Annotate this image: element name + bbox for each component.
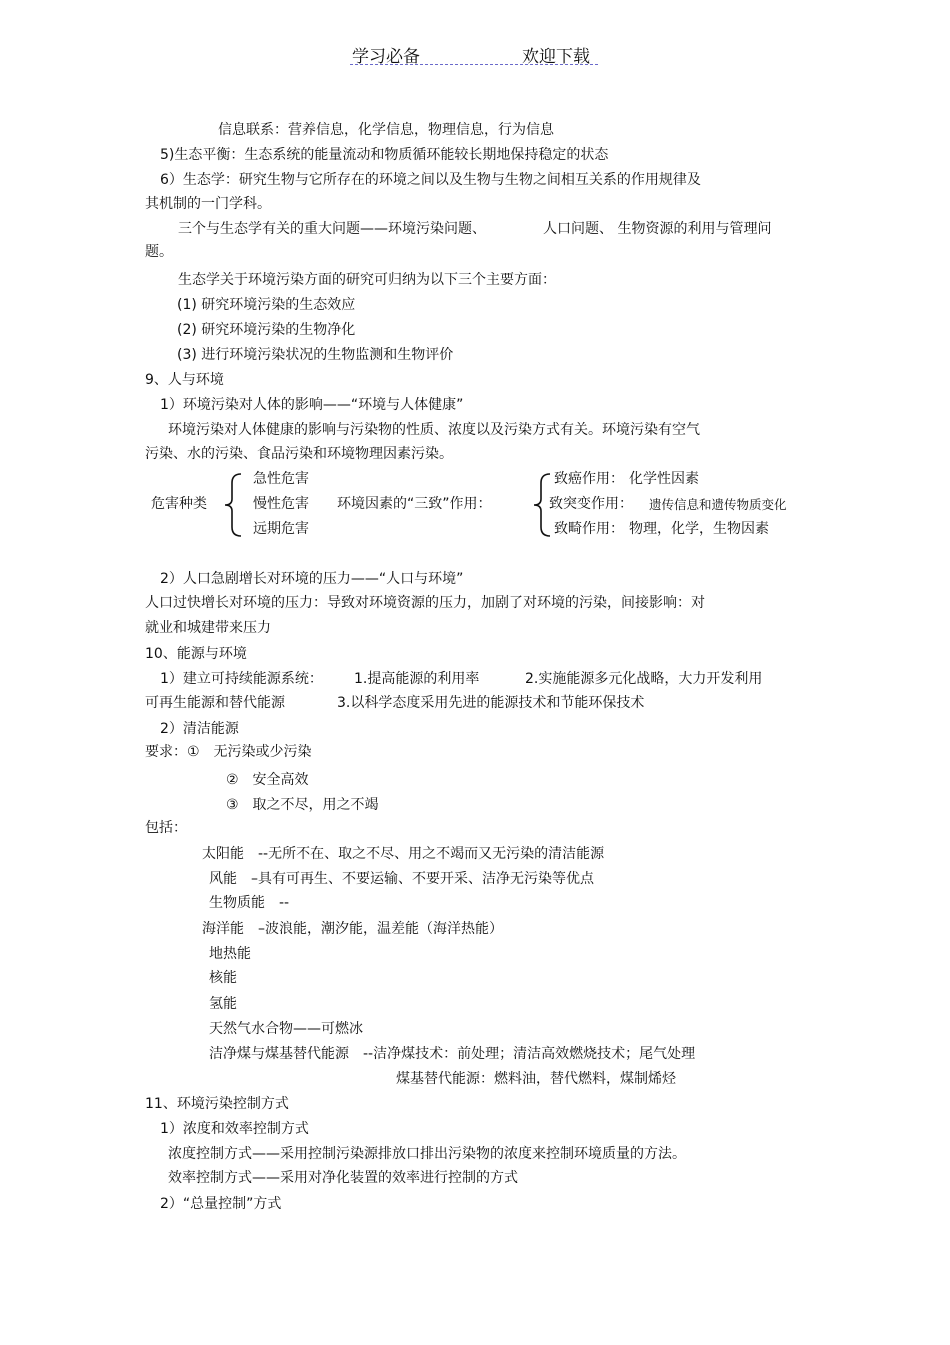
subsection-heading: 2）清洁能源 — [160, 721, 239, 737]
harm-type: 慢性危害 — [253, 496, 309, 512]
text-line: 其机制的一门学科。 — [145, 196, 271, 212]
effect-name: 致畸作用： — [554, 521, 624, 537]
text-line: 5)生态平衡：生态系统的能量流动和物质循环能较长期地保持稳定的状态 — [160, 147, 609, 163]
left-brace-icon — [221, 470, 245, 540]
subsection-heading: 1）浓度和效率控制方式 — [160, 1121, 309, 1137]
text-line: 三个与生态学有关的重大问题——环境污染问题、 — [178, 221, 486, 237]
text-line: 2.实施能源多元化战略，大力开发利用 — [525, 671, 763, 687]
list-item: 太阳能 --无所不在、取之不尽、用之不竭而又无污染的清洁能源 — [202, 846, 605, 862]
list-item: 海洋能 –波浪能，潮汐能，温差能（海洋热能） — [202, 921, 503, 937]
text-line: 包括： — [145, 820, 187, 836]
text-line: 环境污染对人体健康的影响与污染物的性质、浓度以及污染方式有关。环境污染有空气 — [168, 422, 700, 438]
list-item: 地热能 — [209, 946, 251, 962]
three-effects-label: 环境因素的“三致”作用： — [337, 496, 492, 512]
effect-name: 致癌作用： — [554, 471, 624, 487]
header-right: 欢迎下载 — [522, 47, 590, 67]
effect-name: 致突变作用： — [549, 496, 633, 512]
text-line: 浓度控制方式——采用控制污染源排放口排出污染物的浓度来控制环境质量的方法。 — [168, 1146, 686, 1162]
text-line: 人口问题、 生物资源的利用与管理问 — [543, 221, 772, 237]
effect-desc: 化学性因素 — [629, 471, 699, 487]
text-line: 1）建立可持续能源系统： — [160, 671, 323, 687]
list-item: 天然气水合物——可燃冰 — [209, 1021, 363, 1037]
list-item: (1) 研究环境污染的生态效应 — [177, 297, 356, 313]
list-item: 风能 –具有可再生、不要运输、不要开采、洁净无污染等优点 — [209, 871, 594, 887]
list-item: (2) 研究环境污染的生物净化 — [177, 322, 356, 338]
text-line: ② 安全高效 — [226, 772, 309, 788]
subsection-heading: 2）“总量控制”方式 — [160, 1196, 282, 1212]
section-heading: 11、环境污染控制方式 — [145, 1096, 289, 1112]
text-line: 污染、水的污染、食品污染和环境物理因素污染。 — [145, 446, 453, 462]
harm-type: 远期危害 — [253, 521, 309, 537]
text-line: 生态学关于环境污染方面的研究可归纳为以下三个主要方面： — [178, 272, 556, 288]
effect-desc: 物理，化学，生物因素 — [629, 521, 769, 537]
list-item: 煤基替代能源：燃料油，替代燃料，煤制烯烃 — [396, 1071, 676, 1087]
harm-title: 危害种类 — [151, 496, 207, 512]
list-item: 氢能 — [209, 996, 237, 1012]
text-line: ③ 取之不尽，用之不竭 — [226, 797, 379, 813]
text-line: 3.以科学态度采用先进的能源技术和节能环保技术 — [337, 695, 645, 711]
list-item: 生物质能 -- — [209, 895, 290, 911]
text-line: 要求：① 无污染或少污染 — [145, 744, 312, 760]
text-line: 信息联系：营养信息，化学信息，物理信息，行为信息 — [218, 122, 554, 138]
subsection-heading: 1）环境污染对人体的影响——“环境与人体健康” — [160, 397, 464, 413]
text-line: 人口过快增长对环境的压力：导致对环境资源的压力，加剧了对环境的污染，间接影响：对 — [145, 595, 705, 611]
harm-type: 急性危害 — [253, 471, 309, 487]
section-heading: 10、能源与环境 — [145, 646, 247, 662]
text-line: 效率控制方式——采用对净化装置的效率进行控制的方式 — [168, 1170, 518, 1186]
list-item: 洁净煤与煤基替代能源 --洁净煤技术：前处理；清洁高效燃烧技术；尾气处理 — [209, 1046, 696, 1062]
text-line: 题。 — [145, 244, 173, 260]
text-line: 可再生能源和替代能源 — [145, 695, 285, 711]
text-line: 6）生态学：研究生物与它所存在的环境之间以及生物与生物之间相互关系的作用规律及 — [160, 172, 701, 188]
text-line: 1.提高能源的利用率 — [354, 671, 480, 687]
list-item: 核能 — [209, 970, 237, 986]
section-heading: 9、人与环境 — [145, 372, 224, 388]
text-line: 就业和城建带来压力 — [145, 620, 271, 636]
effect-desc: 遗传信息和遗传物质变化 — [649, 497, 787, 512]
list-item: (3) 进行环境污染状况的生物监测和生物评价 — [177, 347, 454, 363]
header-divider — [350, 64, 598, 65]
subsection-heading: 2）人口急剧增长对环境的压力——“人口与环境” — [160, 571, 464, 587]
header-left: 学习必备 — [352, 47, 420, 67]
